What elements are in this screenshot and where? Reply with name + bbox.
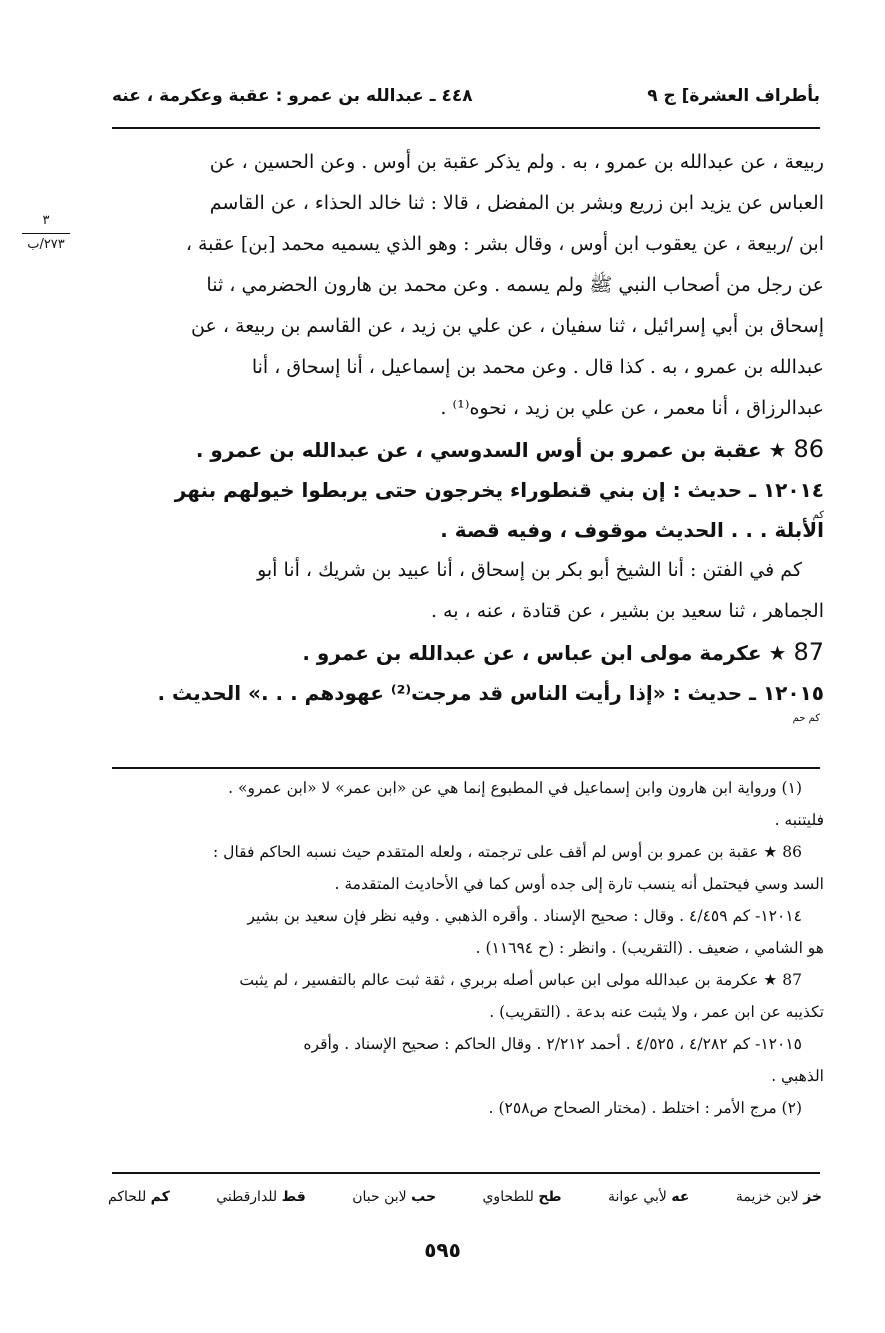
folio-divider xyxy=(22,233,70,234)
header-rule xyxy=(112,127,820,129)
hadith-12014-continuation xyxy=(108,510,824,550)
star-icon: ★ xyxy=(768,641,787,665)
abbreviations-key xyxy=(108,1180,822,1214)
body-line: عن رجل من أصحاب النبي ﷺ ولم يسمه . وعن محمد بن هارون الحضرمي ، ثنا xyxy=(206,274,824,296)
entry-title: عقبة بن عمرو بن أوس السدوسي ، عن عبدالله بن عمرو . xyxy=(195,438,762,462)
body-line: الجماهر ، ثنا سعيد بن بشير ، عن قتادة ، عنه ، به . xyxy=(430,600,824,622)
footnote-line: 87 ★ عكرمة بن عبدالله مولى ابن عباس أصله بربري ، ثقة ثبت عالم بالتفسير ، لم يثبت xyxy=(239,971,802,989)
star-icon: ★ xyxy=(768,438,787,462)
narrator-entry-86 xyxy=(108,429,824,470)
running-header xyxy=(112,86,820,116)
body-line: ابن /ربيعة ، عن يعقوب ابن أوس ، وقال بشر : وهو الذي يسميه محمد [بن] عقبة ، xyxy=(185,233,824,255)
body-line: العباس عن يزيد ابن زريع وبشر بن المفضل ، قالا : ثنا خالد الحذاء ، عن القاسم xyxy=(209,192,824,214)
hadith-heading-line: الأبلة . . . الحديث موقوف ، وفيه قصة . xyxy=(440,518,824,542)
footnotes xyxy=(108,772,824,1124)
body-line: ربيعة ، عن عبدالله بن عمرو ، به . ولم يذكر عقبة بن أوس . وعن الحسين ، عن xyxy=(209,151,824,173)
entry-title: عكرمة مولى ابن عباس ، عن عبدالله بن عمرو . xyxy=(302,641,762,665)
header-volume: بأطراف العشرة] ج ٩ xyxy=(647,86,820,106)
body-line: عبدالرزاق ، أنا معمر ، عن علي بن زيد ، نحوه⁽¹⁾ . xyxy=(440,397,824,419)
abbreviations-rule xyxy=(112,1172,820,1174)
footnote-line: (٢) مرج الأمر : اختلط . (مختار الصحاح ص٢٥٨) . xyxy=(488,1099,802,1117)
narrator-entry-87 xyxy=(108,632,824,673)
footnote-line: تكذيبه عن ابن عمر ، ولا يثبت عنه بدعة . (التقريب) . xyxy=(489,1003,824,1021)
source-tag: كم xyxy=(812,510,824,521)
abbreviation-item: حب لابن حبان xyxy=(352,1189,437,1205)
abbreviation-item: كم للحاكم xyxy=(108,1189,170,1205)
body-line: إسحاق بن أبي إسرائيل ، ثنا سفيان ، عن علي بن زيد ، عن القاسم بن ربيعة ، عن xyxy=(191,315,824,337)
header-section: ٤٤٨ ـ عبدالله بن عمرو : عقبة وعكرمة ، عنه xyxy=(112,86,473,106)
body-line: كم في الفتن : أنا الشيخ أبو بكر بن إسحاق ، أنا عبيد بن شريك ، أنا أبو xyxy=(257,559,802,581)
folio-top: ٣ xyxy=(42,213,50,228)
hadith-heading-line: ١٢٠١٤ ـ حديث : إن بني قنطوراء يخرجون حتى يربطوا خيولهم بنهر xyxy=(174,478,824,502)
footnote-line: هو الشامي ، ضعيف . (التقريب) . وانظر : (ح ١١٦٩٤) . xyxy=(475,939,824,957)
footnote-line: ١٢٠١٤- كم ٤/٤٥٩ . وقال : صحيح الإسناد . وأقره الذهبي . وفيه نظر فإن سعيد بن بشير xyxy=(247,907,802,925)
abbreviation-item: طح للطحاوي xyxy=(482,1189,562,1205)
footnote-line: ١٢٠١٥- كم ٤/٢٨٢ ، ٤/٥٢٥ . أحمد ٢/٢١٢ . وقال الحاكم : صحيح الإسناد . وأقره xyxy=(303,1035,802,1053)
hadith-12015-heading xyxy=(108,673,824,724)
hadith-heading-line: ١٢٠١٥ ـ حديث : «إذا رأيت الناس قد مرجت⁽²⁾ عهودهم . . .» الحديث . xyxy=(157,681,824,705)
abbreviation-item: قط للدارقطني xyxy=(216,1189,306,1205)
body-line: عبدالله بن عمرو ، به . كذا قال . وعن محمد بن إسماعيل ، أنا إسحاق ، أنا xyxy=(251,356,824,378)
source-tag: كم حم xyxy=(792,713,820,724)
abbreviation-item: عه لأبي عوانة xyxy=(608,1189,690,1205)
main-text xyxy=(108,142,824,724)
entry-number: 86 xyxy=(793,435,824,463)
footnote-line: 86 ★ عقبة بن عمرو بن أوس لم أقف على ترجمته ، ولعله المتقدم حيث نسبه الحاكم فقال : xyxy=(213,843,802,861)
footnote-line: الذهبي . xyxy=(771,1067,824,1085)
footnote-line: السد وسي فيحتمل أنه ينسب تارة إلى جده أوس كما في الأحاديث المتقدمة . xyxy=(334,875,824,893)
hadith-12014-heading xyxy=(108,470,824,510)
folio-bottom: ٢٧٣/ب xyxy=(27,237,65,252)
entry-number: 87 xyxy=(793,638,824,666)
manuscript-folio-note xyxy=(14,212,78,253)
page-number: ٥٩٥ xyxy=(424,1238,461,1262)
footnote-line: فليتنبه . xyxy=(774,811,824,829)
footnote-line: (١) ورواية ابن هارون وابن إسماعيل في المطبوع إنما هي عن «ابن عمر» لا «ابن عمرو» . xyxy=(228,779,802,797)
abbreviation-item: خز لابن خزيمة xyxy=(735,1189,822,1205)
footnote-rule xyxy=(112,767,820,769)
